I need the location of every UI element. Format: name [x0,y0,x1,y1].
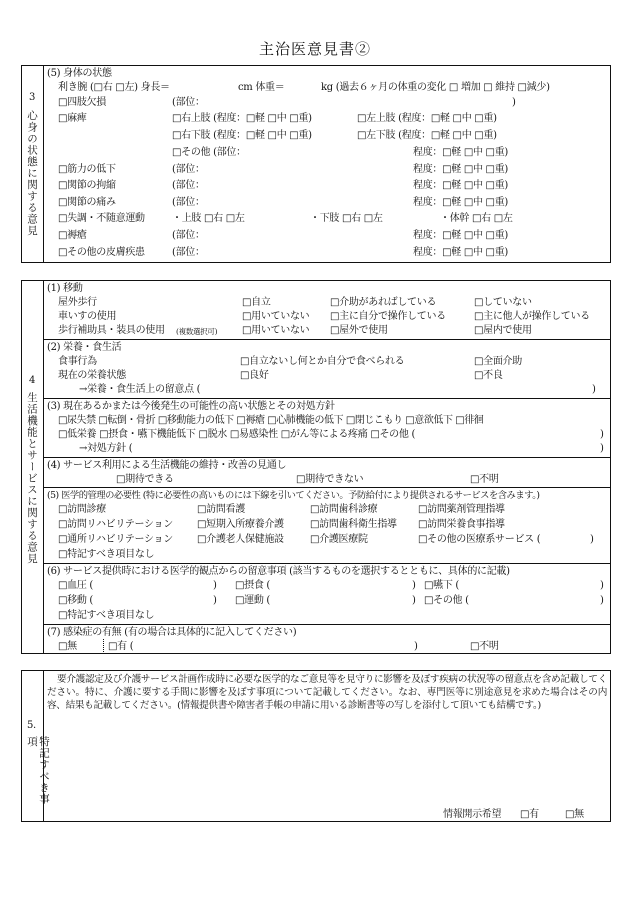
s5-disclosure-yes[interactable]: □有 [520,809,539,820]
s4-eating-caution[interactable]: □摂食 ( [235,580,271,591]
section-5-label: 特記すべき事項 [26,736,50,805]
s3-ataxia-lower[interactable]: ・下肢 □右 □左 [310,213,383,224]
s4-outlook-head: (4) サービス利用による生活機能の維持・改善の見通し [47,460,287,471]
s4-infection-none[interactable]: □無 [58,641,77,652]
s4-nutrition-status: 現在の栄養状態 [58,370,126,381]
s4-mobility-head: (1) 移動 [47,283,83,294]
s4-wheelchair-other[interactable]: □主に他人が操作している [474,311,590,322]
s4-conditions-head: (3) 現在あるかまたは今後発生の可能性の高い状態とその対処方針 [47,401,335,412]
s4-geriatric-facility[interactable]: □介護老人保健施設 [197,534,284,545]
s3-other-site[interactable]: □その他 (部位： [172,147,246,158]
s4-eating-self[interactable]: □自立ないし何とか自分で食べられる [240,356,405,367]
s4-conditions-line2[interactable]: □低栄養 □摂食・嚥下機能低下 □脱水 □易感染性 □がん等による疼痛 □その他 ( [58,429,416,440]
s4-nutrition-good[interactable]: □良好 [240,370,269,381]
s4-outdoor-none[interactable]: □していない [474,297,532,308]
s4-care-hospital[interactable]: □介護医療院 [310,534,368,545]
s4-walking-aid-indoor[interactable]: □屋内で使用 [474,325,532,336]
s3-pain-site: (部位： [172,197,205,208]
s4-infection-head: (7) 感染症の有無 (有の場合は具体的に記入してください) [47,627,297,638]
s4-nutrition-head: (2) 栄養・食生活 [47,342,122,353]
s3-contracture-site: (部位： [172,180,205,191]
s4-eating-full-assist[interactable]: □全面介助 [474,356,522,367]
s3-dominant-hand-height: 利き腕 (□右 □左) 身長＝ [58,82,170,93]
s4-short-stay[interactable]: □短期入所療養介護 [197,519,284,530]
s4-outlook-not-expected[interactable]: □期待できない [296,474,364,485]
s4-swallowing-close: ) [600,580,604,591]
s3-right-upper[interactable]: □右上肢 (程度：□軽 □中 □重) [172,113,312,124]
section-4-divider [43,280,44,654]
s4-other-medical-close: ) [590,534,594,545]
s4-outlook-unknown[interactable]: □不明 [470,474,499,485]
s3-limb-loss-close: ) [512,97,516,108]
s3-skin-degree[interactable]: 程度：□軽 □中 □重) [413,247,509,258]
section-3-divider [43,65,44,263]
s4-sep-5 [43,563,611,564]
s3-ataxia[interactable]: □失調・不随意運動 [58,213,145,224]
s4-wheelchair-none[interactable]: □用いていない [242,311,310,322]
s4-blood-pressure-close: ) [213,580,217,591]
s4-policy-close: ) [600,443,604,454]
s3-joint-contracture[interactable]: □関節の拘縮 [58,180,116,191]
s4-nutrition-guidance[interactable]: □訪問栄養食事指導 [418,519,505,530]
s4-home-pharmacy[interactable]: □訪問薬剤管理指導 [418,504,505,515]
s3-ataxia-trunk[interactable]: ・体幹 □右 □左 [440,213,513,224]
s4-home-dental[interactable]: □訪問歯科診療 [310,504,378,515]
s4-wheelchair: 車いすの使用 [58,311,117,322]
s4-walking-aid-none[interactable]: □用いていない [242,325,310,336]
s4-other-caution[interactable]: □その他 ( [424,595,469,606]
s3-pressure-ulcer[interactable]: □褥瘡 [58,230,87,241]
page-title: 主治医意見書② [258,40,371,58]
s3-paralysis[interactable]: □麻痺 [58,113,87,124]
s4-sep-1 [43,339,611,340]
s3-muscle-weakness[interactable]: □筋力の低下 [58,164,116,175]
s4-precautions-head: (6) サービス提供時における医学的観点からの留意事項 (該当するものを選択するとともに、具体的に記載) [47,566,510,577]
section-4-number: 4 [29,375,36,386]
s3-contracture-degree[interactable]: 程度：□軽 □中 □重) [413,180,509,191]
s4-swallowing[interactable]: □嚥下 ( [424,580,460,591]
s4-outdoor-walk: 屋外歩行 [58,297,97,308]
s4-other-medical[interactable]: □その他の医療系サービス ( [418,534,541,545]
section-3-number: 3 [29,92,36,103]
s4-exercise-close: ) [412,595,416,606]
s5-instructions: 要介護認定及び介護サービス計画作成時に必要な医学的なご意見等を見守りに影響を及ぼす疾病の状況等の留意点を含め記載してください。特に、介護に要する手間に影響を及ぼす事項について記載してください。なお、専門医等に別途意見を求めた場合はその内容、結果も記載してください。(情報提供書や障害者手帳の申請に用いる診断書等の写しを添付して頂いても結構です。) [47,674,607,711]
s3-limb-loss-site: (部位： [172,97,205,108]
section-5-number: 5. [27,720,36,731]
s4-sep-3 [43,457,611,458]
s3-limb-loss[interactable]: □四肢欠損 [58,97,106,108]
s4-home-visit[interactable]: □訪問診療 [58,504,106,515]
s4-walking-aid-note: (複数選択可) [176,327,218,336]
section-3-label: 心身の状態に関する意見 [26,110,38,237]
s4-outdoor-assisted[interactable]: □介助があればしている [330,297,437,308]
section-4-label: 生活機能とサービスに関する意見 [26,392,38,565]
s4-dental-hygiene[interactable]: □訪問歯科衛生指導 [310,519,397,530]
s4-walking-aid: 歩行補助具・装具の使用 [58,325,165,336]
s4-outlook-expected[interactable]: □期待できる [116,474,174,485]
s4-home-nursing[interactable]: □訪問看護 [197,504,245,515]
s3-left-lower[interactable]: □左下肢 (程度：□軽 □中 □重) [357,130,497,141]
s3-muscle-site: (部位： [172,164,205,175]
s4-eating-caution-close: ) [412,580,416,591]
s4-sep-4 [43,487,611,488]
s4-infection-yes-close: ) [414,641,418,652]
s4-nutrition-notes[interactable]: →栄養・食生活上の留意点 ( [79,384,201,395]
s3-pain-degree[interactable]: 程度：□軽 □中 □重) [413,197,509,208]
s4-policy[interactable]: →対処方針 ( [79,443,133,454]
s4-day-rehab[interactable]: □通所リハビリテーション [58,534,173,545]
s3-other-degree[interactable]: 程度：□軽 □中 □重) [413,147,509,158]
s4-sep-2 [43,398,611,399]
s4-medical-head: (5) 医学的管理の必要性 (特に必要性の高いものには下線を引いてください。予防給付により提供されるサービスを含みます。) [47,490,540,501]
s4-eating: 食事行為 [58,356,97,367]
s5-disclosure-label: 情報開示希望 [443,809,502,820]
s3-ulcer-site: (部位： [172,230,205,241]
s4-nutrition-poor[interactable]: □不良 [474,370,503,381]
s3-skin-disease[interactable]: □その他の皮膚疾患 [58,247,145,258]
s4-movement[interactable]: □移動 ( [58,595,94,606]
s4-nutrition-notes-close: ) [592,384,596,395]
s4-infection-dotted-divider [103,639,104,654]
s4-medical-none[interactable]: □特記すべき項目なし [58,549,155,560]
s3-ulcer-degree[interactable]: 程度：□軽 □中 □重) [413,230,509,241]
s4-other-caution-close: ) [600,595,604,606]
s3-joint-pain[interactable]: □関節の痛み [58,197,116,208]
s4-outdoor-independent[interactable]: □自立 [242,297,271,308]
s4-blood-pressure[interactable]: □血圧 ( [58,580,94,591]
s3-skin-site: (部位： [172,247,205,258]
s4-precautions-none[interactable]: □特記すべき項目なし [58,610,155,621]
s3-weight-change[interactable]: kg (過去６ヶ月の体重の変化 □ 増加 □ 維持 □減少) [321,82,550,93]
s4-walking-aid-outdoor[interactable]: □屋外で使用 [330,325,388,336]
s3-weight: cm 体重＝ [238,82,285,93]
s4-infection-unknown[interactable]: □不明 [470,641,499,652]
s4-wheelchair-self[interactable]: □主に自分で操作している [330,311,446,322]
s4-conditions-line1[interactable]: □尿失禁 □転倒・骨折 □移動能力の低下 □褥瘡 □心肺機能の低下 □閉じこもり □意欲低下 □徘徊 [58,415,484,426]
s3-muscle-degree[interactable]: 程度：□軽 □中 □重) [413,164,509,175]
s4-sep-6 [43,624,611,625]
s4-exercise[interactable]: □運動 ( [235,595,271,606]
s4-infection-yes[interactable]: □有 ( [108,641,134,652]
s3-ataxia-upper[interactable]: ・上肢 □右 □左 [172,213,245,224]
s4-conditions-line2-close: ) [600,429,604,440]
s3-body-head: (5) 身体の状態 [47,68,112,79]
s5-disclosure-no[interactable]: □無 [565,809,584,820]
s4-movement-close: ) [213,595,217,606]
s3-left-upper[interactable]: □左上肢 (程度：□軽 □中 □重) [357,113,497,124]
s4-home-rehab[interactable]: □訪問リハビリテーション [58,519,173,530]
s3-right-lower[interactable]: □右下肢 (程度：□軽 □中 □重) [172,130,312,141]
